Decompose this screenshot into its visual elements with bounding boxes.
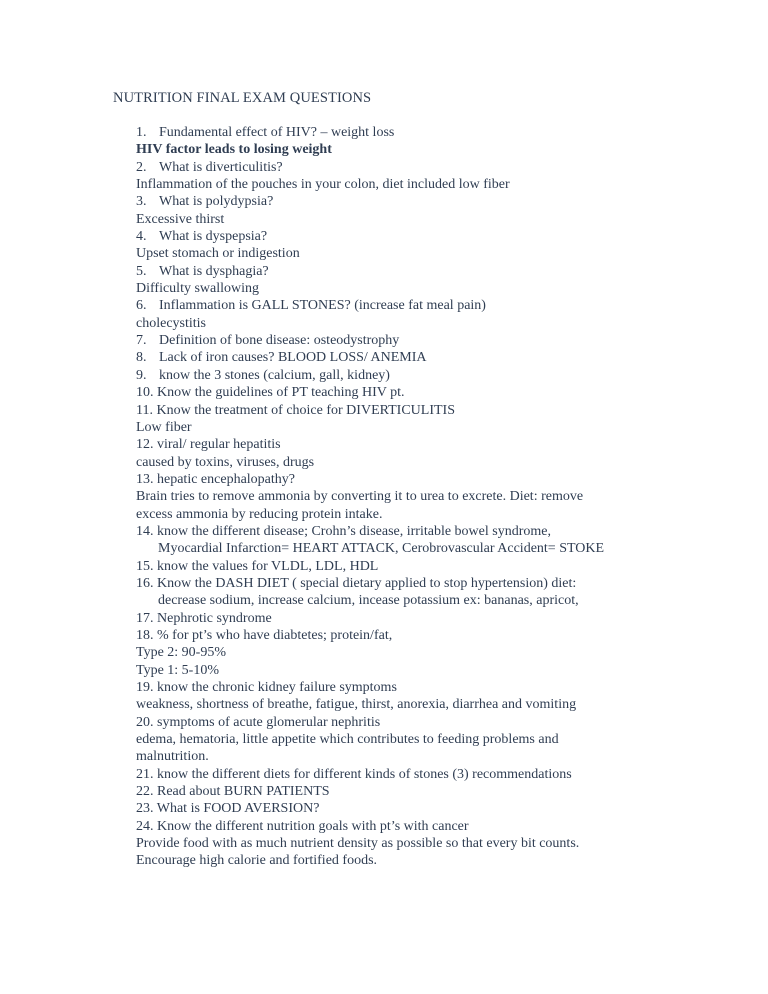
line-text: weakness, shortness of breathe, fatigue, thirst, anorexia, diarrhea and vomiting [136, 697, 577, 713]
answer-line [0, 610, 768, 627]
numbered-question-line [0, 332, 768, 349]
item-number: 8. [136, 350, 147, 366]
line-text: HIV factor leads to losing weight [136, 142, 332, 158]
line-text: 23. What is FOOD AVERSION? [136, 801, 320, 817]
line-text: Lack of iron causes? BLOOD LOSS/ ANEMIA [159, 350, 427, 366]
answer-line [0, 211, 768, 228]
line-text: 20. symptoms of acute glomerular nephritis [136, 714, 381, 730]
page-title: NUTRITION FINAL EXAM QUESTIONS [113, 90, 372, 106]
line-text: What is dysphagia? [159, 263, 269, 279]
line-text: know the 3 stones (calcium, gall, kidney) [159, 367, 390, 383]
line-text: 13. hepatic encephalopathy? [136, 471, 295, 487]
question-list [0, 124, 768, 870]
answer-line [0, 800, 768, 817]
answer-line [0, 245, 768, 262]
item-number: 9. [136, 367, 147, 383]
answer-line [0, 488, 768, 505]
line-text: 11. Know the treatment of choice for DIVERTICULITIS [136, 402, 455, 418]
line-text: Inflammation of the pouches in your colon, diet included low fiber [136, 177, 510, 193]
answer-line [0, 679, 768, 696]
line-text: 24. Know the different nutrition goals with pt’s with cancer [136, 818, 469, 834]
numbered-question-line [0, 263, 768, 280]
numbered-question-line [0, 367, 768, 384]
numbered-question-line [0, 124, 768, 141]
line-text: decrease sodium, increase calcium, incease potassium ex: bananas, apricot, [158, 593, 579, 609]
answer-line [0, 627, 768, 644]
item-number: 5. [136, 263, 147, 279]
answer-line [0, 523, 768, 540]
line-text: What is diverticulitis? [159, 159, 283, 175]
answer-line [0, 280, 768, 297]
answer-line [0, 176, 768, 193]
line-text: excess ammonia by reducing protein intake. [136, 506, 383, 522]
line-text: 22. Read about BURN PATIENTS [136, 784, 330, 800]
line-text: Provide food with as much nutrient density as possible so that every bit counts. [136, 836, 580, 852]
answer-line [0, 766, 768, 783]
line-text: Type 1: 5-10% [136, 662, 220, 678]
line-text: 15. know the values for VLDL, LDL, HDL [136, 558, 379, 574]
answer-line [0, 402, 768, 419]
answer-line [0, 540, 768, 557]
line-text: Inflammation is GALL STONES? (increase fat meal pain) [159, 298, 486, 314]
line-text: 12. viral/ regular hepatitis [136, 437, 281, 453]
numbered-question-line [0, 297, 768, 314]
answer-line [0, 592, 768, 609]
line-text: Myocardial Infarction= HEART ATTACK, Cerobrovascular Accident= STOKE [158, 541, 605, 557]
numbered-question-line [0, 228, 768, 245]
answer-line [0, 419, 768, 436]
numbered-question-line [0, 193, 768, 210]
answer-line [0, 436, 768, 453]
line-text: 16. Know the DASH DIET ( special dietary applied to stop hypertension) diet: [136, 575, 577, 591]
answer-line [0, 575, 768, 592]
line-text: edema, hematoria, little appetite which contributes to feeding problems and [136, 732, 559, 748]
answer-line [0, 384, 768, 401]
line-text: 21. know the different diets for different kinds of stones (3) recommendations [136, 766, 572, 782]
line-text: malnutrition. [136, 749, 209, 765]
line-text: Definition of bone disease: osteodystrophy [159, 333, 400, 349]
item-number: 7. [136, 333, 147, 349]
answer-line [0, 454, 768, 471]
line-text: Low fiber [136, 419, 192, 435]
answer-line [0, 644, 768, 661]
line-text: 18. % for pt’s who have diabtetes; protein/fat, [136, 627, 393, 643]
line-text: 10. Know the guidelines of PT teaching HIV pt. [136, 385, 405, 401]
line-text: Encourage high calorie and fortified foods. [136, 853, 378, 869]
line-text: Upset stomach or indigestion [136, 246, 300, 262]
line-text: Excessive thirst [136, 211, 225, 227]
line-text: Brain tries to remove ammonia by converting it to urea to excrete. Diet: remove [136, 489, 584, 505]
numbered-question-line [0, 349, 768, 366]
item-number: 4. [136, 229, 147, 245]
answer-line [0, 141, 768, 158]
line-text: 17. Nephrotic syndrome [136, 610, 272, 626]
answer-line [0, 506, 768, 523]
line-text: Type 2: 90-95% [136, 645, 227, 661]
answer-line [0, 315, 768, 332]
answer-line [0, 783, 768, 800]
answer-line [0, 748, 768, 765]
answer-line [0, 696, 768, 713]
answer-line [0, 714, 768, 731]
line-text: 19. know the chronic kidney failure symptoms [136, 680, 397, 695]
answer-line [0, 731, 768, 748]
line-text: caused by toxins, viruses, drugs [136, 454, 315, 470]
line-text: cholecystitis [136, 315, 206, 331]
item-number: 1. [136, 125, 147, 140]
answer-line [0, 835, 768, 852]
item-number: 3. [136, 194, 147, 210]
line-text: Fundamental effect of HIV? – weight loss [159, 125, 395, 140]
item-number: 6. [136, 298, 147, 314]
line-text: What is dyspepsia? [159, 229, 268, 245]
answer-line [0, 818, 768, 835]
answer-line [0, 662, 768, 679]
answer-line [0, 852, 768, 869]
numbered-question-line [0, 159, 768, 176]
line-text: Difficulty swallowing [136, 281, 260, 297]
item-number: 2. [136, 159, 147, 175]
answer-line [0, 558, 768, 575]
answer-line [0, 471, 768, 488]
line-text: 14. know the different disease; Crohn’s disease, irritable bowel syndrome, [136, 523, 551, 539]
line-text: What is polydypsia? [159, 194, 274, 210]
